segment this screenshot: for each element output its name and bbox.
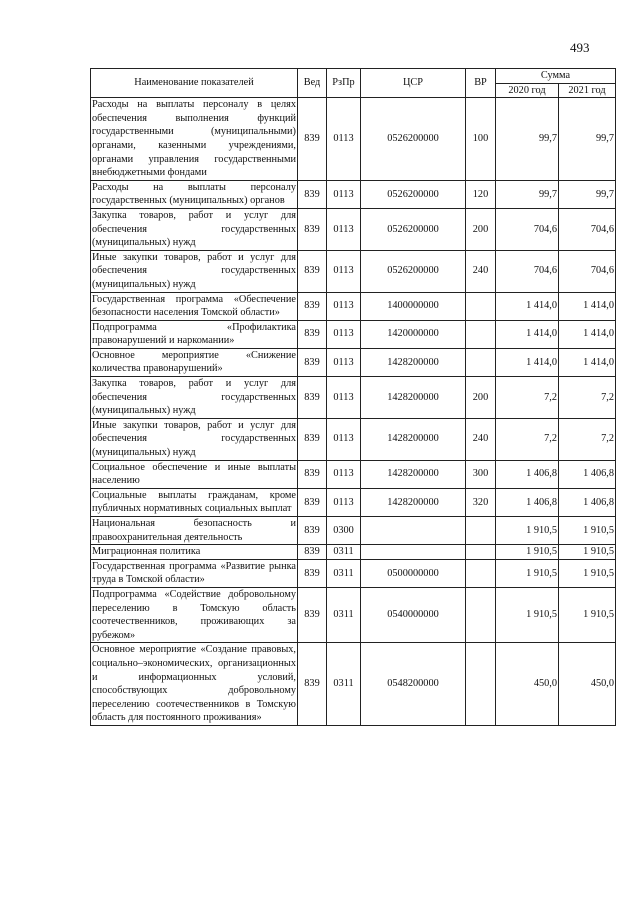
cell-vr [466,545,496,560]
cell-csr: 1428200000 [361,377,466,419]
cell-ved: 839 [298,250,327,292]
table-row [91,292,616,320]
cell-y2020: 1 910,5 [496,545,559,560]
cell-name: Государственная программа «Обеспечение безопасности населения Томской области» [91,292,298,320]
cell-y2020: 1 414,0 [496,320,559,348]
cell-y2021: 1 406,8 [559,488,616,516]
header-name: Наименование показателей [91,69,298,98]
cell-rzpr: 0113 [327,292,361,320]
cell-y2021: 450,0 [559,643,616,726]
cell-name: Государственная программа «Развитие рынка труда в Томской области» [91,559,298,587]
cell-vr [466,587,496,642]
cell-name: Расходы на выплаты персоналу государственных (муниципальных) органов [91,180,298,208]
cell-ved: 839 [298,488,327,516]
table-row [91,98,616,181]
cell-name: Основное мероприятие «Снижение количества правонарушений» [91,348,298,376]
header-2020: 2020 год [496,83,559,98]
cell-y2021: 1 910,5 [559,587,616,642]
cell-y2020: 99,7 [496,98,559,181]
cell-vr: 200 [466,208,496,250]
table-row [91,517,616,545]
cell-vr: 100 [466,98,496,181]
cell-name: Иные закупки товаров, работ и услуг для обеспечения государственных (муниципальных) нужд [91,418,298,460]
cell-name: Подпрограмма «Содействие добровольному переселению в Томскую область соотечественников, проживающих за рубежом» [91,587,298,642]
page-number: 493 [570,40,590,55]
cell-name: Национальная безопасность и правоохранительная деятельность [91,517,298,545]
cell-vr [466,292,496,320]
cell-ved: 839 [298,643,327,726]
cell-y2020: 7,2 [496,418,559,460]
table-body [91,98,616,726]
cell-csr [361,517,466,545]
cell-y2020: 1 910,5 [496,517,559,545]
cell-name: Подпрограмма «Профилактика правонарушений и наркомании» [91,320,298,348]
cell-name: Социальное обеспечение и иные выплаты населению [91,460,298,488]
cell-ved: 839 [298,320,327,348]
cell-csr: 0548200000 [361,643,466,726]
cell-y2021: 704,6 [559,250,616,292]
cell-csr: 1428200000 [361,460,466,488]
cell-y2020: 704,6 [496,250,559,292]
cell-ved: 839 [298,587,327,642]
cell-rzpr: 0113 [327,250,361,292]
cell-rzpr: 0113 [327,418,361,460]
cell-csr: 1420000000 [361,320,466,348]
budget-table [90,68,616,726]
cell-y2021: 1 414,0 [559,348,616,376]
cell-csr: 1400000000 [361,292,466,320]
table-row [91,460,616,488]
cell-rzpr: 0113 [327,488,361,516]
cell-ved: 839 [298,292,327,320]
cell-vr: 200 [466,377,496,419]
cell-y2021: 1 414,0 [559,320,616,348]
cell-csr: 1428200000 [361,418,466,460]
cell-y2020: 1 910,5 [496,587,559,642]
header-sum: Сумма [496,69,616,84]
cell-vr: 320 [466,488,496,516]
cell-ved: 839 [298,208,327,250]
cell-name: Миграционная политика [91,545,298,560]
table-row [91,180,616,208]
cell-rzpr: 0113 [327,377,361,419]
header-vr: ВР [466,69,496,98]
cell-vr [466,643,496,726]
cell-y2020: 1 406,8 [496,488,559,516]
cell-y2021: 99,7 [559,180,616,208]
cell-rzpr: 0113 [327,208,361,250]
table-row [91,587,616,642]
cell-y2020: 1 414,0 [496,292,559,320]
cell-name: Закупка товаров, работ и услуг для обеспечения государственных (муниципальных) нужд [91,377,298,419]
cell-y2021: 99,7 [559,98,616,181]
table-row [91,488,616,516]
cell-ved: 839 [298,180,327,208]
table-row [91,559,616,587]
table-row [91,320,616,348]
cell-rzpr: 0113 [327,320,361,348]
cell-ved: 839 [298,98,327,181]
cell-ved: 839 [298,545,327,560]
cell-vr: 240 [466,418,496,460]
cell-y2021: 1 406,8 [559,460,616,488]
cell-y2020: 99,7 [496,180,559,208]
cell-csr: 0500000000 [361,559,466,587]
cell-ved: 839 [298,460,327,488]
cell-rzpr: 0311 [327,587,361,642]
cell-rzpr: 0113 [327,180,361,208]
cell-vr [466,559,496,587]
cell-y2020: 450,0 [496,643,559,726]
cell-y2021: 704,6 [559,208,616,250]
cell-csr: 0526200000 [361,208,466,250]
cell-name: Социальные выплаты гражданам, кроме публичных нормативных социальных выплат [91,488,298,516]
cell-vr [466,320,496,348]
cell-y2021: 1 910,5 [559,517,616,545]
cell-rzpr: 0300 [327,517,361,545]
header-rzpr: РзПр [327,69,361,98]
cell-vr: 120 [466,180,496,208]
cell-name: Расходы на выплаты персоналу в целях обеспечения выполнения функций государственными (муниципальными) органами, казенными учреждениями, органами управления государственными внебюджетными фондами [91,98,298,181]
header-csr: ЦСР [361,69,466,98]
cell-y2021: 7,2 [559,418,616,460]
cell-vr: 300 [466,460,496,488]
table-row [91,208,616,250]
table-row [91,418,616,460]
cell-csr [361,545,466,560]
cell-y2020: 1 406,8 [496,460,559,488]
cell-y2021: 7,2 [559,377,616,419]
header-2021: 2021 год [559,83,616,98]
cell-vr: 240 [466,250,496,292]
cell-y2021: 1 910,5 [559,545,616,560]
cell-ved: 839 [298,559,327,587]
cell-y2021: 1 414,0 [559,292,616,320]
cell-name: Иные закупки товаров, работ и услуг для обеспечения государственных (муниципальных) нужд [91,250,298,292]
table-row [91,250,616,292]
cell-csr: 0526200000 [361,98,466,181]
cell-y2020: 1 910,5 [496,559,559,587]
cell-rzpr: 0113 [327,348,361,376]
cell-csr: 1428200000 [361,488,466,516]
cell-ved: 839 [298,377,327,419]
cell-vr [466,517,496,545]
cell-csr: 0540000000 [361,587,466,642]
cell-rzpr: 0311 [327,643,361,726]
cell-y2020: 1 414,0 [496,348,559,376]
table-row [91,348,616,376]
cell-ved: 839 [298,348,327,376]
cell-ved: 839 [298,418,327,460]
cell-csr: 1428200000 [361,348,466,376]
cell-rzpr: 0311 [327,559,361,587]
cell-rzpr: 0311 [327,545,361,560]
cell-y2020: 704,6 [496,208,559,250]
cell-rzpr: 0113 [327,98,361,181]
cell-name: Закупка товаров, работ и услуг для обеспечения государственных (муниципальных) нужд [91,208,298,250]
table-row [91,545,616,560]
cell-rzpr: 0113 [327,460,361,488]
cell-y2021: 1 910,5 [559,559,616,587]
cell-vr [466,348,496,376]
cell-y2020: 7,2 [496,377,559,419]
table-row [91,377,616,419]
cell-csr: 0526200000 [361,180,466,208]
header-ved: Вед [298,69,327,98]
table-row [91,643,616,726]
cell-name: Основное мероприятие «Создание правовых, социально–экономических, организационных и информационных условий, способствующих добровольному переселению соотечественников в Томскую область для постоянного проживания» [91,643,298,726]
cell-ved: 839 [298,517,327,545]
cell-csr: 0526200000 [361,250,466,292]
